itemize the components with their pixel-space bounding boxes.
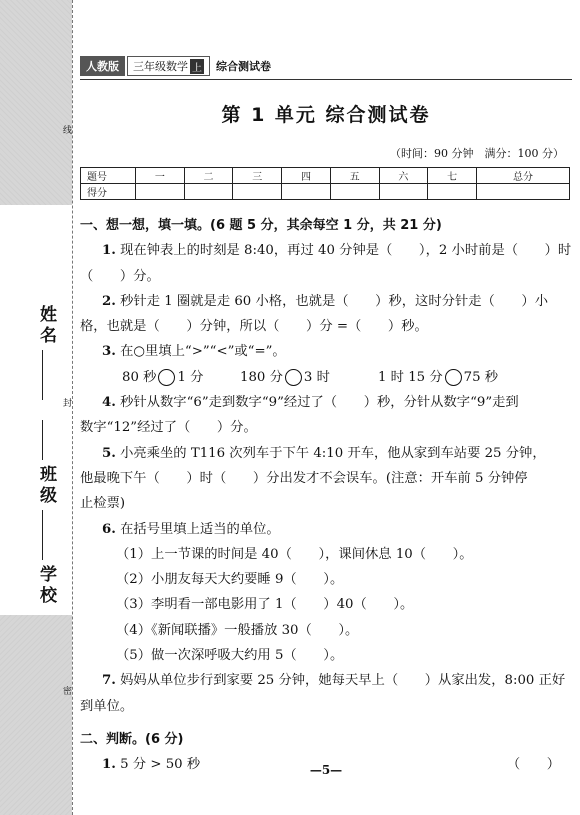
score-header-cell: 二 xyxy=(184,168,233,184)
exam-content xyxy=(80,213,572,778)
question-text: 小亮乘坐的 T116 次列车于下午 4:10 开车，他从家到车站要 25 分钟， xyxy=(120,445,546,461)
paper-type-label: 综合测试卷 xyxy=(216,60,271,73)
question-text: 5 分 > 50 秒 xyxy=(120,757,201,773)
page-header xyxy=(80,56,271,76)
score-header-cell: 一 xyxy=(136,168,185,184)
score-table xyxy=(80,167,570,200)
score-table-header-row xyxy=(81,168,570,184)
question-7 xyxy=(80,668,572,693)
sub-question: （5）做一次深呼吸大约用 5（ ）。 xyxy=(116,648,344,664)
score-header-cell: 四 xyxy=(282,168,331,184)
score-cell[interactable] xyxy=(379,184,428,200)
question-number: 1. xyxy=(102,757,116,773)
compare-circle[interactable] xyxy=(445,369,462,386)
binding-mark-line: 线 xyxy=(61,125,71,134)
question-text: 现在钟表上的时刻是 8:40，再过 40 分钟是（ ），2 小时前是（ ）时 xyxy=(120,243,572,259)
compare-right: 1 分 xyxy=(177,369,204,385)
question-7-cont: 到单位。 xyxy=(80,698,134,714)
score-cell[interactable] xyxy=(233,184,282,200)
name-field-label: 姓名 xyxy=(36,305,56,347)
question-number: 2. xyxy=(102,293,116,309)
question-4 xyxy=(80,390,572,415)
class-field-line xyxy=(42,510,43,560)
sub-question: （4）《新闻联播》一般播放 30（ ）。 xyxy=(116,622,359,638)
publisher-badge: 人教版 xyxy=(80,56,125,76)
header-rule xyxy=(80,79,572,80)
score-header-cell: 六 xyxy=(379,168,428,184)
sub-question: （2）小朋友每天大约要睡 9（ ）。 xyxy=(116,572,344,588)
compare-item xyxy=(240,365,378,390)
question-4-cont: 数字“12”经过了（ ）分。 xyxy=(80,420,257,436)
compare-left: 180 分 xyxy=(240,369,283,385)
question-5-cont: 他最晚下午（ ）时（ ）分出发才不会误车。(注意：开车前 5 分钟停 xyxy=(80,470,528,486)
class-field-label: 班级 xyxy=(36,465,56,507)
sub-question: （1）上一节课的时间是 40（ ），课间休息 10（ ）。 xyxy=(116,546,473,562)
binding-mark-secret: 密 xyxy=(61,686,71,695)
compare-circle[interactable] xyxy=(158,369,175,386)
time-info: （时间：90 分钟 满分：100 分） xyxy=(390,147,564,160)
question-number: 6. xyxy=(102,521,116,537)
answer-parentheses[interactable]: （ ） xyxy=(506,757,560,773)
question-number: 3. xyxy=(102,344,116,360)
score-header-cell: 题号 xyxy=(81,168,136,184)
question-number: 7. xyxy=(102,673,116,689)
question-2 xyxy=(80,289,572,314)
question-number: 5. xyxy=(102,445,116,461)
compare-circle[interactable] xyxy=(285,369,302,386)
question-number: 4. xyxy=(102,395,116,411)
section2-heading: 二、判断。(6 分) xyxy=(80,731,184,747)
compare-left: 80 秒 xyxy=(122,369,157,385)
binding-strip-top xyxy=(0,0,72,205)
score-cell[interactable] xyxy=(476,184,569,200)
question-text: 在括号里填上适当的单位。 xyxy=(120,521,280,537)
volume-badge: 上 xyxy=(190,59,204,74)
question-2-cont: 格，也就是（ ）分钟，所以（ ）分 =（ ）秒。 xyxy=(80,319,428,335)
question-number: 1. xyxy=(102,243,116,259)
name-field-line xyxy=(42,350,43,400)
section-gap xyxy=(80,719,572,727)
grade-text: 三年级数学 xyxy=(133,60,188,73)
score-header-cell: 七 xyxy=(428,168,477,184)
score-cell[interactable] xyxy=(136,184,185,200)
score-cell[interactable] xyxy=(428,184,477,200)
score-header-cell: 总分 xyxy=(476,168,569,184)
compare-item xyxy=(378,365,498,390)
question-text: 秒针从数字“6”走到数字“9”经过了（ ）秒，分针从数字“9”走到 xyxy=(120,395,519,411)
compare-row xyxy=(80,365,572,390)
score-cell[interactable] xyxy=(282,184,331,200)
page-title: 第 1 单元 综合测试卷 xyxy=(221,104,431,126)
school-field-label: 学校 xyxy=(36,565,56,607)
question-text: 在○里填上“>”“<”或“=”。 xyxy=(120,344,286,360)
question-3 xyxy=(80,339,572,364)
question-1 xyxy=(80,238,572,263)
score-table-score-row xyxy=(81,184,570,200)
score-cell[interactable] xyxy=(184,184,233,200)
question-5 xyxy=(80,441,572,466)
score-cell[interactable] xyxy=(330,184,379,200)
section1-heading: 一、想一想，填一填。(6 题 5 分，其余每空 1 分，共 21 分) xyxy=(80,218,442,233)
score-header-cell: 三 xyxy=(233,168,282,184)
binding-strip-bottom xyxy=(0,615,72,815)
score-row-label: 得分 xyxy=(81,184,136,200)
question-text: 妈妈从单位步行到家要 25 分钟，她每天早上（ ）从家出发，8:00 正好 xyxy=(120,673,566,689)
compare-right: 75 秒 xyxy=(463,369,499,385)
compare-item xyxy=(122,365,240,390)
question-text: 秒针走 1 圈就是走 60 小格，也就是（ ）秒，这时分针走（ ）小 xyxy=(120,293,549,309)
sub-question: （3）李明看一部电影用了 1（ ）40（ ）。 xyxy=(116,597,414,613)
score-header-cell: 五 xyxy=(330,168,379,184)
class-field-line-top xyxy=(42,420,43,460)
question-5-cont: 止检票) xyxy=(80,496,126,512)
compare-right: 3 时 xyxy=(303,369,330,385)
page-number: —5— xyxy=(309,763,343,777)
question-1-cont: （ ）分。 xyxy=(80,268,160,284)
question-6 xyxy=(80,517,572,542)
grade-label xyxy=(127,56,210,76)
binding-mark-seal: 封 xyxy=(61,398,71,407)
compare-left: 1 时 15 分 xyxy=(378,369,443,385)
